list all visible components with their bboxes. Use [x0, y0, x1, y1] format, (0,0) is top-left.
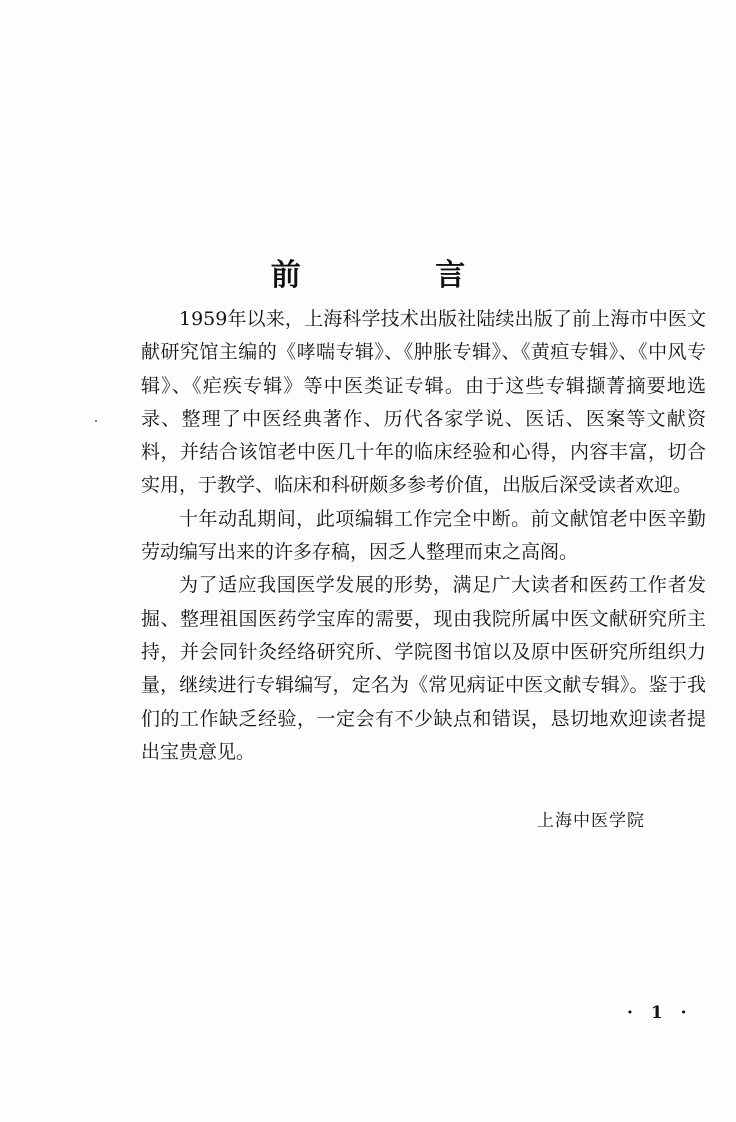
paragraph-2: 十年动乱期间，此项编辑工作完全中断。前文献馆老中医辛勤劳动编写出来的许多存稿，因乏人整理而束之高阁。 [141, 507, 706, 564]
paragraph-1: 1959年以来，上海科学技术出版社陆续出版了前上海市中医文献研究馆主编的《哮喘专辑》、《肿胀专辑》、《黄疸专辑》、《中风专辑》、《疟疾专辑》等中医类证专辑。由于这些专辑撷菁摘要地选录、整理了中医经典著作、历代各家学说、医话、医案等文献资料，并结合该馆老中医几十年的临床经验和心得，内容丰富，切合实用，于教学、临床和科研颇多参考价值，出版后深受读者欢迎。 [141, 308, 706, 497]
page-title: 前 言 [270, 258, 528, 294]
margin-speck [95, 420, 97, 422]
paragraph-3: 为了适应我国医学发展的形势，满足广大读者和医药工作者发掘、整理祖国医药学宝库的需要，现由我院所属中医文献研究所主持，并会同针灸经络研究所、学院图书馆以及原中医研究所组织力量，继续进行专辑编写，定名为《常见病证中医文献专辑》。鉴于我们的工作缺乏经验，一定会有不少缺点和错误，恳切地欢迎读者提出宝贵意见。 [141, 574, 706, 763]
preface-body [141, 303, 706, 769]
signature: 上海中医学院 [537, 811, 645, 831]
page-number: · 1 · [627, 1003, 693, 1023]
